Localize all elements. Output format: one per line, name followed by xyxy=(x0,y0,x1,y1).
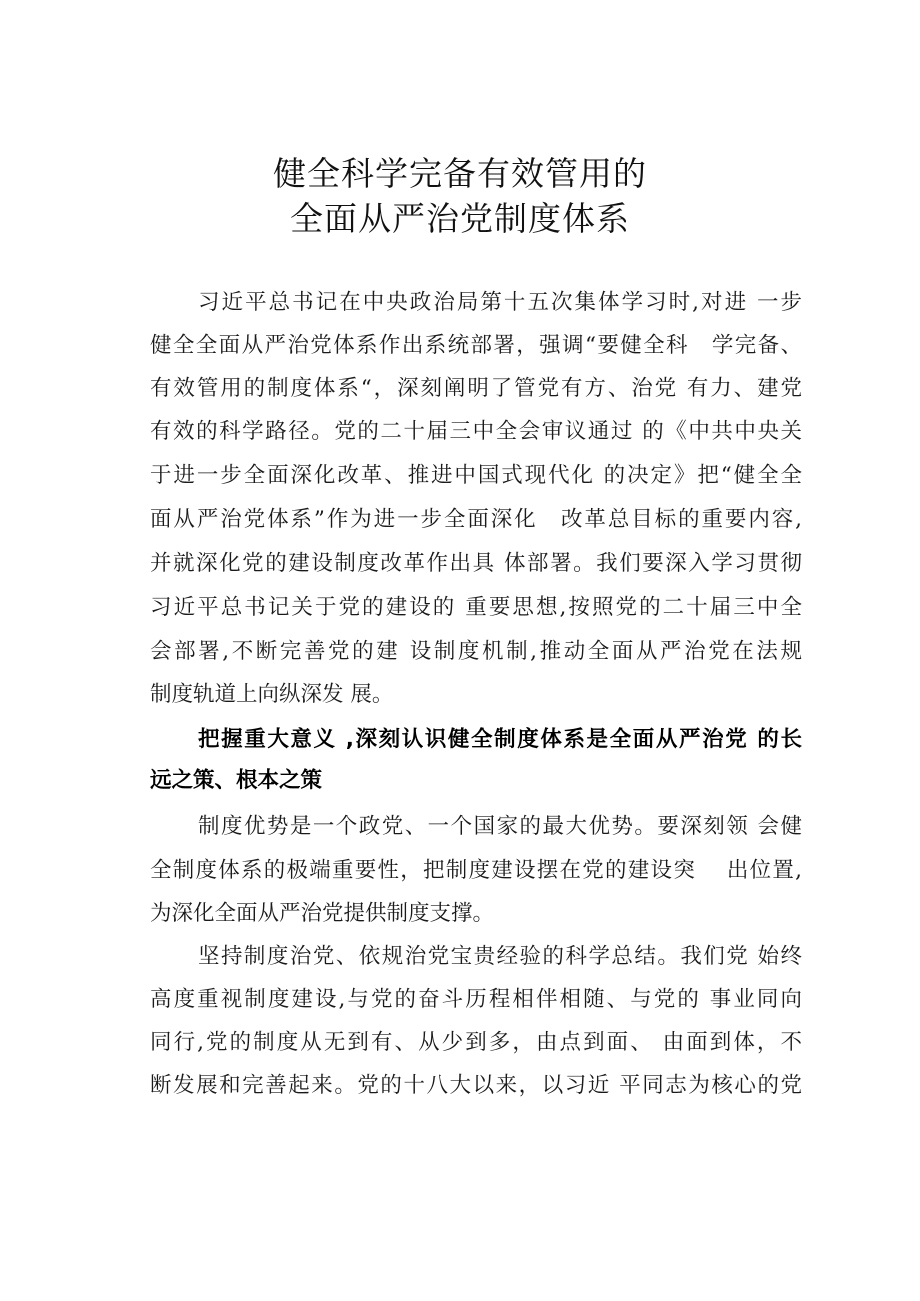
paragraph-3-line: 高度重视制度建设,与党的奋斗历程相伴相随、与党的 事业同向 xyxy=(150,987,802,1012)
paragraph-1-line: 会部署,不断完善党的建 设制度机制,推动全面从严治党在法规 xyxy=(150,639,802,664)
paragraph-2-line: 为深化全面从严治党提供制度支撑。 xyxy=(150,901,495,926)
section-heading-line: 远之策、根本之策 xyxy=(150,768,323,793)
paragraph-2-line: 制度优势是一个政党、一个国家的最大优势。要深刻领 会健 xyxy=(198,814,802,839)
paragraph-3-line: 同行,党的制度从无到有、从少到多，由点到面、 由面到体，不 xyxy=(150,1030,802,1055)
paragraph-1-line: 制度轨道上向纵深发 展。 xyxy=(150,682,394,707)
section-heading-line: 把握重大意义 ,深刻认识健全制度体系是全面从严治党 的长 xyxy=(198,727,802,752)
paragraph-1-line: 有效管用的制度体系“，深刻阐明了管党有方、治党 有力、建党 xyxy=(150,376,802,401)
paragraph-3-line: 坚持制度治党、依规治党宝贵经验的科学总结。我们党 始终 xyxy=(198,944,802,969)
paragraph-1-line: 并就深化党的建设制度改革作出具 体部署。我们要深入学习贯彻 xyxy=(150,551,802,576)
paragraph-1-line: 面从严治党体系”作为进一步全面深化 改革总目标的重要内容, xyxy=(150,507,802,532)
paragraph-1-line: 习近平总书记在中央政治局第十五次集体学习时,对进 一步 xyxy=(198,290,802,315)
paragraph-1-line: 有效的科学路径。党的二十届三中全会审议通过 的《中共中央关 xyxy=(150,419,802,444)
document-title-line-2: 全面从严治党制度体系 xyxy=(290,199,630,238)
paragraph-1-line: 于进一步全面深化改革、推进中国式现代化 的决定》把“健全全 xyxy=(150,463,802,488)
paragraph-3-line: 断发展和完善起来。党的十八大以来，以习近 平同志为核心的党 xyxy=(150,1073,802,1098)
paragraph-1-line: 习近平总书记关于党的建设的 重要思想,按照党的二十届三中全 xyxy=(150,595,802,620)
paragraph-1-line: 健全全面从严治党体系作出系统部署，强调“要健全科 学完备、 xyxy=(150,333,802,358)
paragraph-2-line: 全制度体系的极端重要性，把制度建设摆在党的建设突 出位置, xyxy=(150,858,802,883)
document-title-line-1: 健全科学完备有效管用的 xyxy=(273,154,647,193)
